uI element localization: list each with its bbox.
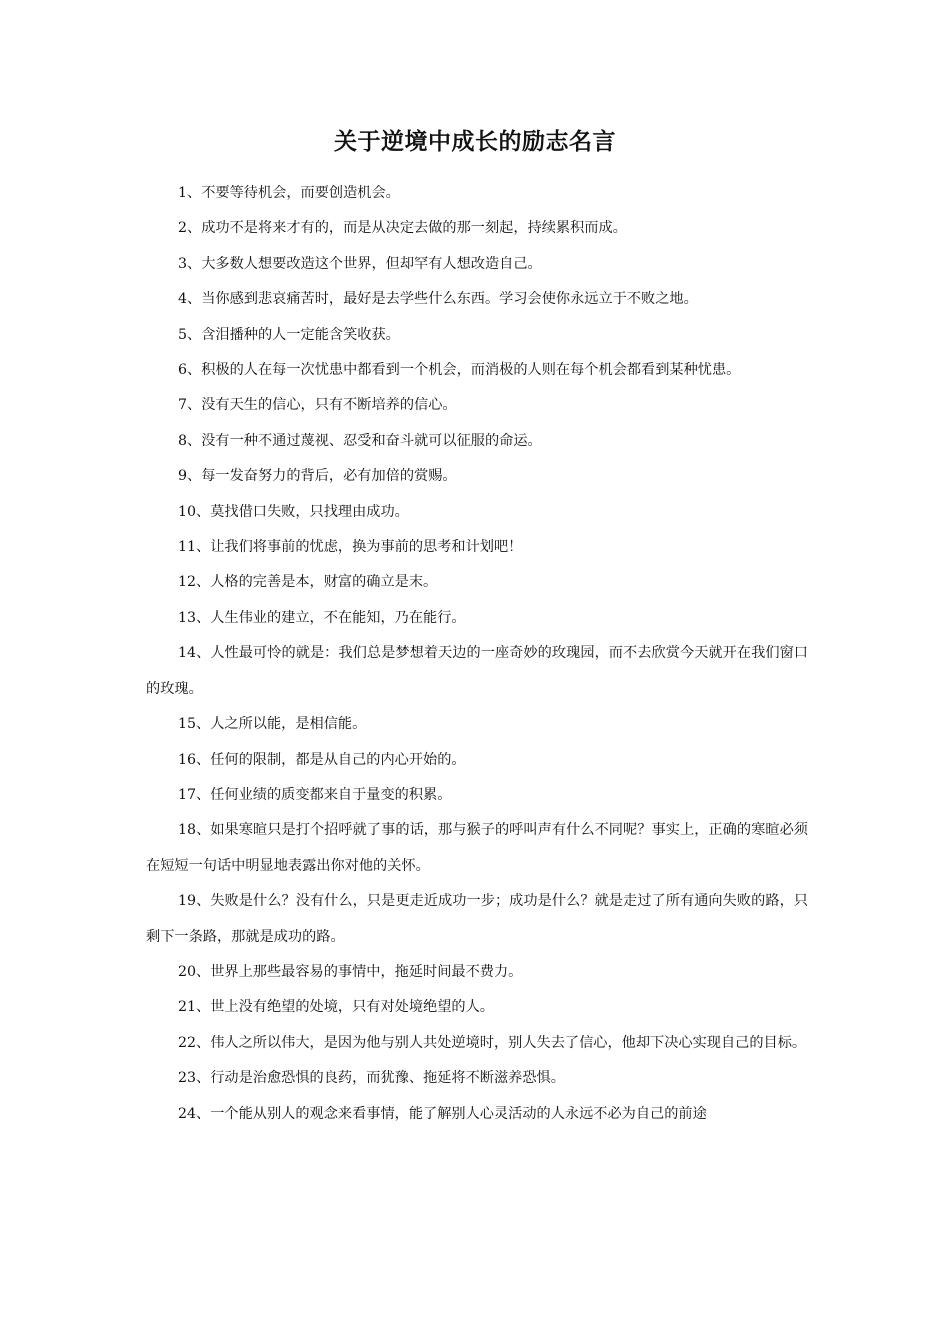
- quote-item: 22、伟人之所以伟大，是因为他与别人共处逆境时，别人失去了信心，他却下决心实现自己的目标。: [178, 1034, 807, 1051]
- quote-item: 6、积极的人在每一次忧患中都看到一个机会，而消极的人则在每个机会都看到某种忧患。: [178, 362, 741, 379]
- quote-item: 4、当你感到悲哀痛苦时，最好是去学些什么东西。学习会使你永远立于不败之地。: [178, 291, 698, 308]
- quote-item: 1、不要等待机会，而要创造机会。: [178, 185, 400, 201]
- document-title: 关于逆境中成长的励志名言: [334, 129, 616, 155]
- quote-item: 9、每一发奋努力的背后，必有加倍的赏赐。: [178, 468, 457, 485]
- quote-item: 5、含泪播种的人一定能含笑收获。: [178, 326, 400, 343]
- quote-item: 2、成功不是将来才有的，而是从决定去做的那一刻起，持续累积而成。: [178, 220, 627, 237]
- quote-item: 7、没有天生的信心，只有不断培养的信心。: [178, 397, 457, 414]
- quote-item: 12、人格的完善是本，财富的确立是末。: [178, 574, 438, 591]
- quote-item: 14、人性最可怜的就是：我们总是梦想着天边的一座奇妙的玫瑰园，而不去欣赏今天就开在我们窗口的玫瑰。: [146, 645, 808, 697]
- quote-item: 3、大多数人想要改造这个世界，但却罕有人想改造自己。: [178, 255, 542, 272]
- quote-item: 11、让我们将事前的忧虑，换为事前的思考和计划吧！: [178, 539, 523, 556]
- quote-item: 10、莫找借口失败，只找理由成功。: [178, 503, 409, 520]
- quote-item: 15、人之所以能，是相信能。: [178, 716, 367, 733]
- quote-item: 16、任何的限制，都是从自己的内心开始的。: [178, 751, 466, 768]
- quote-item: 24、一个能从别人的观念来看事情，能了解别人心灵活动的人永远不必为自己的前途: [178, 1105, 707, 1122]
- quote-item: 19、失败是什么？没有什么，只是更走近成功一步；成功是什么？就是走过了所有通向失败的路，只剩下一条路，那就是成功的路。: [146, 893, 808, 945]
- quote-item: 20、世界上那些最容易的事情中，拖延时间最不费力。: [178, 963, 523, 980]
- quote-item: 8、没有一种不通过蔑视、忍受和奋斗就可以征服的命运。: [178, 432, 542, 449]
- quote-list: [146, 176, 808, 1132]
- quote-item: 17、任何业绩的质变都来自于量变的积累。: [178, 786, 452, 803]
- quote-item: 18、如果寒暄只是打个招呼就了事的话，那与猴子的呼叫声有什么不同呢？事实上，正确的寒暄必须在短短一句话中明显地表露出你对他的关怀。: [146, 822, 808, 874]
- quote-item: 21、世上没有绝望的处境，只有对处境绝望的人。: [178, 999, 494, 1016]
- quote-item: 13、人生伟业的建立，不在能知，乃在能行。: [178, 609, 466, 626]
- quote-item: 23、行动是治愈恐惧的良药，而犹豫、拖延将不断滋养恐惧。: [178, 1070, 565, 1087]
